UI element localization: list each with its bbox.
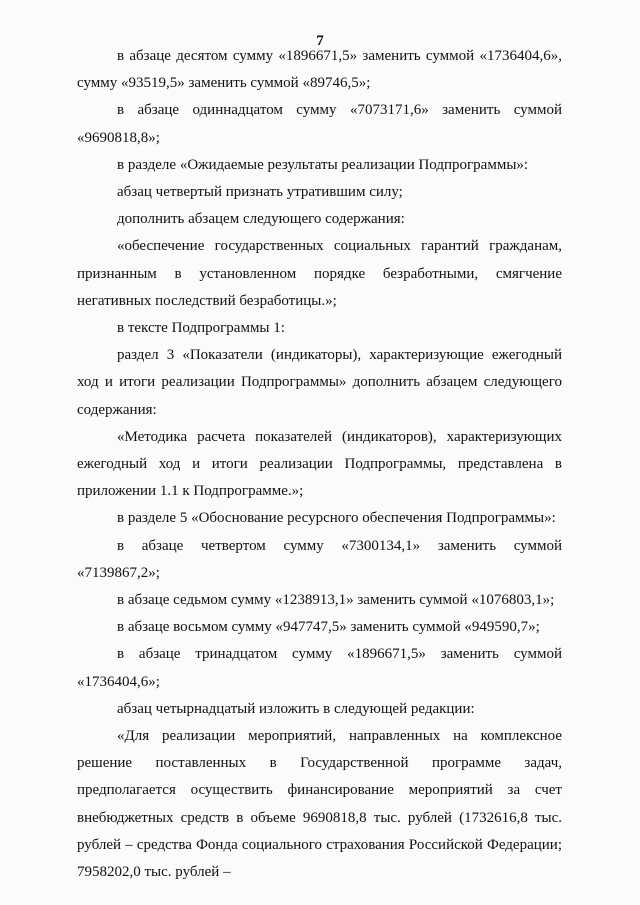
paragraph: дополнить абзацем следующего содержания:	[117, 211, 405, 228]
paragraph: в разделе «Ожидаемые результаты реализации Подпрограммы»:	[117, 156, 529, 173]
paragraph: в абзаце тринадцатом сумму «1896671,5» заменить суммой «1736404,6»;	[77, 646, 562, 690]
paragraph: «Методика расчета показателей (индикаторов), характеризующих ежегодный ход и итоги реализации Подпрограммы, представлена в приложении 1.1 к Подпрограмме.»;	[77, 428, 562, 500]
paragraph: в тексте Подпрограммы 1:	[117, 320, 285, 337]
paragraph: в абзаце одиннадцатом сумму «7073171,6» заменить суммой «9690818,8»;	[77, 102, 562, 146]
paragraph: «Для реализации мероприятий, направленных на комплексное решение поставленных в Государственной программе задач, предполагается осуществить финансирование мероприятий за счет внебюджетных средств в объеме 9690818,8 тыс. рублей (1732616,8 тыс. рублей – средства Фонда социального страхования Российской Федерации; 7958202,0 тыс. рублей –	[77, 728, 562, 881]
paragraph: «обеспечение государственных социальных гарантий гражданам, признанным в установленном порядке безработными, смягчение негативных последствий безработицы.»;	[77, 238, 562, 309]
paragraph: абзац четырнадцатый изложить в следующей редакции:	[117, 700, 475, 717]
paragraph: в абзаце четвертом сумму «7300134,1» заменить суммой «7139867,2»;	[77, 537, 562, 581]
paragraph: в абзаце восьмом сумму «947747,5» заменить суммой «949590,7»;	[117, 619, 540, 636]
paragraph: в разделе 5 «Обоснование ресурсного обеспечения Подпрограммы»:	[117, 510, 556, 527]
paragraph: раздел 3 «Показатели (индикаторы), характеризующие ежегодный ход и итоги реализации Подпрограммы» дополнить абзацем следующего содержания:	[77, 347, 562, 418]
page-number: 7	[316, 33, 324, 49]
paragraph: в абзаце седьмом сумму «1238913,1» заменить суммой «1076803,1»;	[117, 592, 555, 609]
paragraph: абзац четвертый признать утратившим силу;	[117, 184, 403, 201]
body-text	[77, 43, 562, 886]
paragraph: в абзаце десятом сумму «1896671,5» заменить суммой «1736404,6», сумму «93519,5» заменить суммой «89746,5»;	[77, 48, 562, 92]
